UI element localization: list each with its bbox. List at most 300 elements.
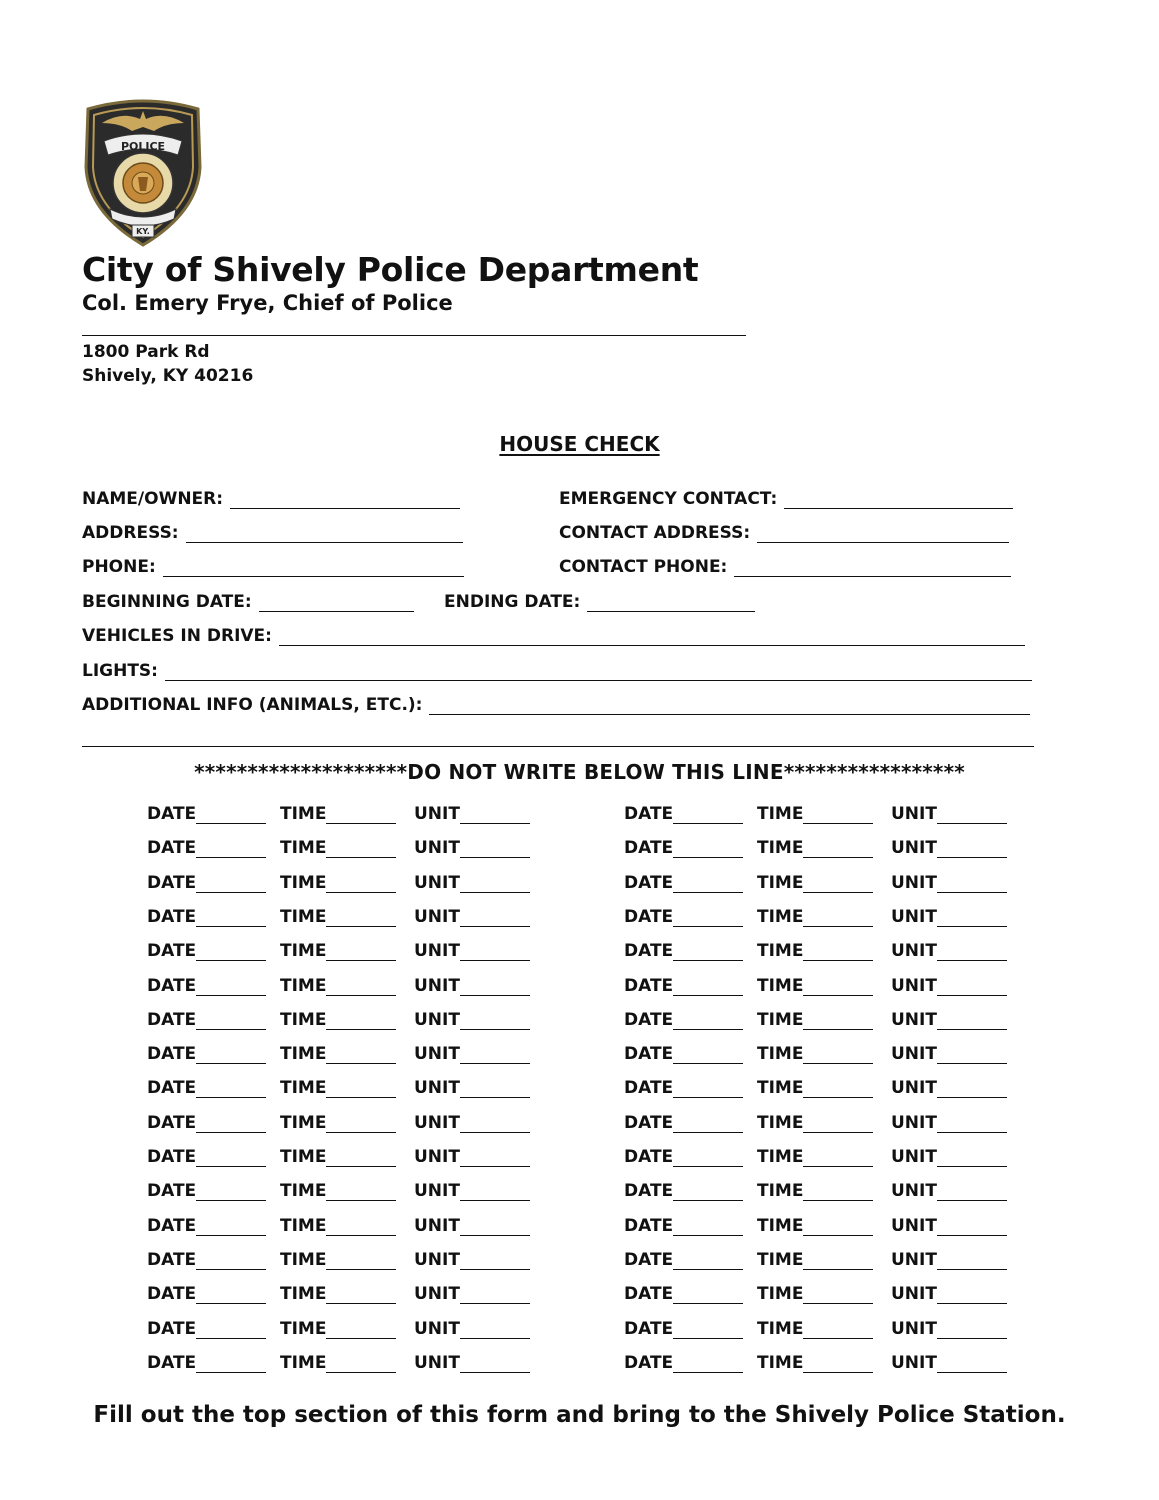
log-date-label: DATE (624, 1009, 674, 1030)
log-time-input[interactable] (326, 908, 396, 927)
log-time-cell[interactable] (280, 1040, 396, 1064)
log-date-cell[interactable] (147, 869, 266, 893)
log-date-input[interactable] (196, 1148, 266, 1167)
log-unit-label: UNIT (891, 1009, 937, 1030)
log-time-cell[interactable] (757, 1109, 873, 1133)
log-unit-cell[interactable] (891, 1349, 1007, 1373)
log-time-label: TIME (757, 1112, 804, 1133)
log-date-cell[interactable] (624, 1109, 743, 1133)
log-unit-cell[interactable] (891, 869, 1007, 893)
log-time-input[interactable] (803, 805, 873, 824)
log-time-input[interactable] (803, 1354, 873, 1373)
log-time-label: TIME (280, 1044, 327, 1065)
log-date-label: DATE (147, 1078, 197, 1099)
log-unit-cell[interactable] (891, 1315, 1007, 1339)
log-date-input[interactable] (673, 1285, 743, 1304)
log-unit-cell[interactable] (891, 1212, 1007, 1236)
log-date-input[interactable] (196, 1354, 266, 1373)
log-time-input[interactable] (803, 1011, 873, 1030)
log-time-input[interactable] (803, 874, 873, 893)
log-date-input[interactable] (196, 1285, 266, 1304)
log-date-cell[interactable] (624, 1177, 743, 1201)
log-date-label: DATE (147, 1284, 197, 1305)
log-time-cell[interactable] (757, 903, 873, 927)
log-date-cell[interactable] (147, 1143, 266, 1167)
log-time-cell[interactable] (757, 834, 873, 858)
log-unit-label: UNIT (891, 1147, 937, 1167)
log-unit-label: UNIT (414, 1112, 460, 1133)
log-date-input[interactable] (673, 805, 743, 824)
log-unit-input[interactable] (937, 874, 1007, 893)
log-date-input[interactable] (673, 1011, 743, 1030)
log-time-input[interactable] (326, 805, 396, 824)
log-time-cell[interactable] (757, 869, 873, 893)
log-date-label: DATE (624, 1181, 674, 1202)
log-unit-input[interactable] (460, 942, 530, 961)
log-time-cell[interactable] (280, 1074, 396, 1098)
log-date-cell[interactable] (624, 1246, 743, 1270)
log-date-input[interactable] (196, 839, 266, 858)
log-time-input[interactable] (326, 1217, 396, 1236)
log-time-cell[interactable] (757, 1074, 873, 1098)
log-date-label: DATE (624, 1284, 674, 1305)
ending-date-input[interactable] (587, 593, 755, 612)
log-time-input[interactable] (326, 1079, 396, 1098)
log-unit-cell[interactable] (414, 937, 530, 961)
log-date-cell[interactable] (147, 1246, 266, 1270)
log-time-label: TIME (757, 1284, 804, 1305)
log-time-input[interactable] (803, 1148, 873, 1167)
beginning-date-input[interactable] (259, 593, 414, 612)
log-date-label: DATE (624, 872, 674, 893)
log-time-cell[interactable] (280, 937, 396, 961)
log-unit-input[interactable] (937, 1079, 1007, 1098)
log-unit-cell[interactable] (891, 1006, 1007, 1030)
log-row (147, 1143, 547, 1167)
log-date-input[interactable] (196, 942, 266, 961)
log-date-label: DATE (147, 1147, 197, 1167)
log-unit-input[interactable] (460, 1320, 530, 1339)
log-unit-cell[interactable] (414, 972, 530, 996)
log-date-input[interactable] (673, 1079, 743, 1098)
log-row (147, 937, 547, 961)
log-unit-cell[interactable] (414, 1006, 530, 1030)
log-unit-input[interactable] (460, 1217, 530, 1236)
address-line-2: Shively, KY 40216 (82, 366, 254, 386)
log-unit-input[interactable] (460, 874, 530, 893)
ending-date-field[interactable] (444, 588, 755, 612)
log-row (624, 869, 1024, 893)
log-date-input[interactable] (673, 1251, 743, 1270)
log-time-cell[interactable] (280, 1006, 396, 1030)
log-time-label: TIME (280, 838, 327, 859)
log-time-input[interactable] (803, 908, 873, 927)
log-unit-input[interactable] (460, 1114, 530, 1133)
log-date-input[interactable] (196, 908, 266, 927)
log-time-input[interactable] (326, 942, 396, 961)
log-row (147, 903, 547, 927)
log-date-input[interactable] (196, 1217, 266, 1236)
log-date-cell[interactable] (147, 1280, 266, 1304)
log-time-input[interactable] (326, 839, 396, 858)
contact-phone-input[interactable] (734, 558, 1011, 577)
log-time-label: TIME (757, 1009, 804, 1030)
log-time-label: TIME (280, 1284, 327, 1305)
log-date-input[interactable] (673, 1320, 743, 1339)
phone-label: PHONE: (82, 557, 156, 577)
log-date-label: DATE (147, 804, 197, 824)
log-unit-label: UNIT (891, 838, 937, 859)
emergency-contact-field[interactable] (559, 485, 1013, 509)
log-unit-input[interactable] (937, 1148, 1007, 1167)
log-time-cell[interactable] (757, 1040, 873, 1064)
log-date-cell[interactable] (147, 834, 266, 858)
log-unit-cell[interactable] (414, 1246, 530, 1270)
beginning-date-field[interactable] (82, 588, 414, 612)
log-unit-label: UNIT (891, 872, 937, 893)
log-unit-input[interactable] (937, 942, 1007, 961)
log-date-cell[interactable] (624, 1280, 743, 1304)
chief-of-police: Col. Emery Frye, Chief of Police (82, 291, 453, 315)
log-time-cell[interactable] (280, 903, 396, 927)
log-time-label: TIME (757, 906, 804, 927)
log-unit-cell[interactable] (891, 1074, 1007, 1098)
log-date-label: DATE (624, 975, 674, 996)
contact-address-field[interactable] (559, 519, 1009, 543)
log-time-cell[interactable] (280, 1315, 396, 1339)
log-unit-cell[interactable] (891, 800, 1007, 824)
log-unit-cell[interactable] (891, 1177, 1007, 1201)
log-time-label: TIME (280, 804, 327, 824)
log-unit-input[interactable] (460, 1182, 530, 1201)
log-time-input[interactable] (803, 1320, 873, 1339)
log-unit-input[interactable] (460, 1285, 530, 1304)
log-date-cell[interactable] (624, 1143, 743, 1167)
log-unit-cell[interactable] (414, 834, 530, 858)
log-row (147, 1177, 547, 1201)
log-unit-input[interactable] (937, 1285, 1007, 1304)
log-date-cell[interactable] (624, 1006, 743, 1030)
log-date-cell[interactable] (147, 972, 266, 996)
log-time-input[interactable] (803, 1251, 873, 1270)
log-date-input[interactable] (196, 1011, 266, 1030)
log-date-input[interactable] (673, 874, 743, 893)
emergency-contact-label: EMERGENCY CONTACT: (559, 489, 778, 509)
log-row (147, 1246, 547, 1270)
log-date-cell[interactable] (624, 1212, 743, 1236)
log-unit-cell[interactable] (414, 903, 530, 927)
log-unit-cell[interactable] (414, 800, 530, 824)
log-time-label: TIME (280, 906, 327, 927)
log-time-label: TIME (280, 1078, 327, 1099)
log-unit-input[interactable] (937, 1045, 1007, 1064)
log-unit-cell[interactable] (414, 1212, 530, 1236)
log-unit-label: UNIT (891, 1044, 937, 1065)
log-unit-input[interactable] (460, 1251, 530, 1270)
log-row (147, 869, 547, 893)
log-date-cell[interactable] (147, 1349, 266, 1373)
log-time-label: TIME (757, 1318, 804, 1339)
log-unit-cell[interactable] (414, 1349, 530, 1373)
log-time-input[interactable] (803, 942, 873, 961)
log-unit-cell[interactable] (414, 1109, 530, 1133)
address-field[interactable] (82, 519, 463, 543)
log-date-label: DATE (624, 1044, 674, 1065)
log-time-cell[interactable] (757, 1212, 873, 1236)
log-date-cell[interactable] (147, 1040, 266, 1064)
log-date-label: DATE (147, 1215, 197, 1236)
log-time-input[interactable] (326, 1285, 396, 1304)
log-date-cell[interactable] (147, 903, 266, 927)
log-time-cell[interactable] (757, 1177, 873, 1201)
log-unit-input[interactable] (460, 908, 530, 927)
log-time-label: TIME (757, 1249, 804, 1270)
log-unit-cell[interactable] (891, 1246, 1007, 1270)
log-unit-cell[interactable] (414, 1143, 530, 1167)
log-unit-label: UNIT (891, 1078, 937, 1099)
lights-field[interactable] (82, 657, 1032, 681)
log-date-cell[interactable] (147, 1074, 266, 1098)
log-unit-cell[interactable] (891, 1143, 1007, 1167)
name-owner-input[interactable] (230, 490, 460, 509)
log-date-input[interactable] (196, 1079, 266, 1098)
log-unit-input[interactable] (460, 839, 530, 858)
log-date-cell[interactable] (624, 1349, 743, 1373)
log-time-cell[interactable] (280, 834, 396, 858)
log-date-cell[interactable] (624, 869, 743, 893)
log-time-cell[interactable] (757, 1315, 873, 1339)
log-date-input[interactable] (673, 1114, 743, 1133)
police-badge-logo (82, 97, 204, 247)
log-date-cell[interactable] (147, 937, 266, 961)
contact-address-input[interactable] (757, 524, 1009, 543)
log-unit-cell[interactable] (891, 937, 1007, 961)
log-unit-input[interactable] (937, 1182, 1007, 1201)
address-label: ADDRESS: (82, 523, 179, 543)
log-time-cell[interactable] (280, 869, 396, 893)
log-date-label: DATE (624, 1147, 674, 1167)
log-time-label: TIME (757, 1147, 804, 1167)
log-time-input[interactable] (803, 1217, 873, 1236)
log-row (147, 1074, 547, 1098)
log-row (624, 1074, 1024, 1098)
log-unit-input[interactable] (937, 1320, 1007, 1339)
log-date-input[interactable] (196, 1182, 266, 1201)
log-time-input[interactable] (326, 1354, 396, 1373)
log-date-input[interactable] (673, 839, 743, 858)
log-unit-cell[interactable] (414, 1040, 530, 1064)
log-date-input[interactable] (196, 1320, 266, 1339)
log-unit-cell[interactable] (891, 1109, 1007, 1133)
log-unit-input[interactable] (937, 908, 1007, 927)
log-row (147, 1280, 547, 1304)
log-time-input[interactable] (803, 1079, 873, 1098)
log-row (624, 1246, 1024, 1270)
log-unit-label: UNIT (414, 941, 460, 962)
log-time-input[interactable] (326, 1182, 396, 1201)
log-date-input[interactable] (673, 1354, 743, 1373)
address-input[interactable] (186, 524, 463, 543)
log-time-cell[interactable] (757, 972, 873, 996)
log-time-label: TIME (757, 1044, 804, 1065)
log-unit-label: UNIT (414, 1009, 460, 1030)
log-time-input[interactable] (803, 1045, 873, 1064)
log-time-cell[interactable] (280, 800, 396, 824)
log-time-cell[interactable] (280, 1280, 396, 1304)
log-unit-input[interactable] (937, 1251, 1007, 1270)
log-unit-input[interactable] (460, 1354, 530, 1373)
log-date-cell[interactable] (624, 1315, 743, 1339)
log-unit-cell[interactable] (414, 1074, 530, 1098)
additional-info-extra-line[interactable] (82, 746, 1034, 747)
log-unit-input[interactable] (937, 805, 1007, 824)
log-date-cell[interactable] (147, 1109, 266, 1133)
vehicles-field[interactable] (82, 622, 1025, 646)
contact-phone-label: CONTACT PHONE: (559, 557, 728, 577)
log-time-input[interactable] (326, 1045, 396, 1064)
log-date-input[interactable] (673, 1217, 743, 1236)
log-unit-input[interactable] (460, 805, 530, 824)
log-date-input[interactable] (673, 942, 743, 961)
log-unit-cell[interactable] (414, 1280, 530, 1304)
log-time-input[interactable] (803, 1285, 873, 1304)
log-time-input[interactable] (326, 1114, 396, 1133)
log-time-input[interactable] (803, 977, 873, 996)
log-unit-input[interactable] (937, 977, 1007, 996)
log-unit-input[interactable] (460, 1148, 530, 1167)
log-row (624, 1143, 1024, 1167)
log-unit-cell[interactable] (891, 1280, 1007, 1304)
log-unit-input[interactable] (460, 977, 530, 996)
log-date-cell[interactable] (624, 972, 743, 996)
log-unit-cell[interactable] (891, 903, 1007, 927)
contact-phone-field[interactable] (559, 553, 1011, 577)
log-unit-label: UNIT (891, 1352, 937, 1373)
log-unit-input[interactable] (937, 1011, 1007, 1030)
log-time-input[interactable] (326, 1320, 396, 1339)
log-time-cell[interactable] (757, 1280, 873, 1304)
lights-input[interactable] (165, 662, 1032, 681)
log-unit-input[interactable] (937, 1217, 1007, 1236)
log-date-input[interactable] (196, 977, 266, 996)
log-date-input[interactable] (196, 874, 266, 893)
log-time-cell[interactable] (280, 1143, 396, 1167)
log-date-input[interactable] (196, 1251, 266, 1270)
phone-field[interactable] (82, 553, 464, 577)
log-time-input[interactable] (803, 1114, 873, 1133)
log-time-input[interactable] (803, 839, 873, 858)
log-row (147, 834, 547, 858)
log-date-cell[interactable] (624, 800, 743, 824)
log-time-input[interactable] (326, 1251, 396, 1270)
log-unit-input[interactable] (460, 1011, 530, 1030)
log-time-cell[interactable] (280, 1177, 396, 1201)
log-date-input[interactable] (673, 1045, 743, 1064)
log-date-input[interactable] (196, 805, 266, 824)
log-unit-label: UNIT (891, 1181, 937, 1202)
log-time-input[interactable] (803, 1182, 873, 1201)
additional-info-input[interactable] (429, 696, 1030, 715)
log-date-cell[interactable] (624, 1040, 743, 1064)
log-date-cell[interactable] (624, 834, 743, 858)
log-time-cell[interactable] (280, 972, 396, 996)
log-row (624, 800, 1024, 824)
log-time-cell[interactable] (280, 1349, 396, 1373)
log-time-input[interactable] (326, 977, 396, 996)
log-date-cell[interactable] (147, 800, 266, 824)
log-time-cell[interactable] (757, 1006, 873, 1030)
log-unit-cell[interactable] (891, 834, 1007, 858)
header (82, 250, 698, 315)
log-unit-cell[interactable] (414, 1177, 530, 1201)
log-unit-cell[interactable] (414, 869, 530, 893)
log-date-cell[interactable] (147, 1315, 266, 1339)
vehicles-input[interactable] (279, 627, 1025, 646)
log-time-cell[interactable] (280, 1109, 396, 1133)
log-date-input[interactable] (673, 977, 743, 996)
log-date-cell[interactable] (624, 903, 743, 927)
log-unit-cell[interactable] (891, 1040, 1007, 1064)
log-date-cell[interactable] (147, 1212, 266, 1236)
log-date-input[interactable] (673, 1148, 743, 1167)
log-date-label: DATE (624, 1318, 674, 1339)
form-title: HOUSE CHECK (499, 432, 660, 456)
log-time-cell[interactable] (280, 1246, 396, 1270)
log-time-cell[interactable] (757, 1246, 873, 1270)
log-row (624, 1109, 1024, 1133)
log-unit-input[interactable] (460, 1045, 530, 1064)
log-date-label: DATE (624, 1215, 674, 1236)
log-unit-label: UNIT (891, 1112, 937, 1133)
log-date-cell[interactable] (624, 937, 743, 961)
header-divider (82, 335, 746, 336)
log-time-input[interactable] (326, 874, 396, 893)
log-unit-label: UNIT (414, 1318, 460, 1339)
log-unit-input[interactable] (937, 1354, 1007, 1373)
log-unit-label: UNIT (414, 1078, 460, 1099)
emergency-contact-input[interactable] (784, 490, 1013, 509)
name-owner-field[interactable] (82, 485, 460, 509)
log-date-input[interactable] (673, 908, 743, 927)
log-date-input[interactable] (196, 1114, 266, 1133)
log-unit-input[interactable] (937, 839, 1007, 858)
log-date-cell[interactable] (624, 1074, 743, 1098)
log-date-input[interactable] (196, 1045, 266, 1064)
log-time-input[interactable] (326, 1011, 396, 1030)
phone-input[interactable] (163, 558, 464, 577)
log-time-cell[interactable] (757, 800, 873, 824)
log-time-label: TIME (757, 941, 804, 962)
log-time-cell[interactable] (757, 937, 873, 961)
log-time-label: TIME (280, 872, 327, 893)
log-unit-label: UNIT (414, 1044, 460, 1065)
log-unit-input[interactable] (460, 1079, 530, 1098)
log-date-input[interactable] (673, 1182, 743, 1201)
log-unit-cell[interactable] (414, 1315, 530, 1339)
log-date-label: DATE (147, 1352, 197, 1373)
additional-info-field[interactable] (82, 691, 1030, 715)
log-unit-input[interactable] (937, 1114, 1007, 1133)
log-time-input[interactable] (326, 1148, 396, 1167)
log-time-label: TIME (280, 1249, 327, 1270)
log-date-cell[interactable] (147, 1006, 266, 1030)
log-time-cell[interactable] (757, 1349, 873, 1373)
log-unit-cell[interactable] (891, 972, 1007, 996)
log-time-cell[interactable] (757, 1143, 873, 1167)
log-date-cell[interactable] (147, 1177, 266, 1201)
log-unit-label: UNIT (414, 1249, 460, 1270)
log-time-cell[interactable] (280, 1212, 396, 1236)
